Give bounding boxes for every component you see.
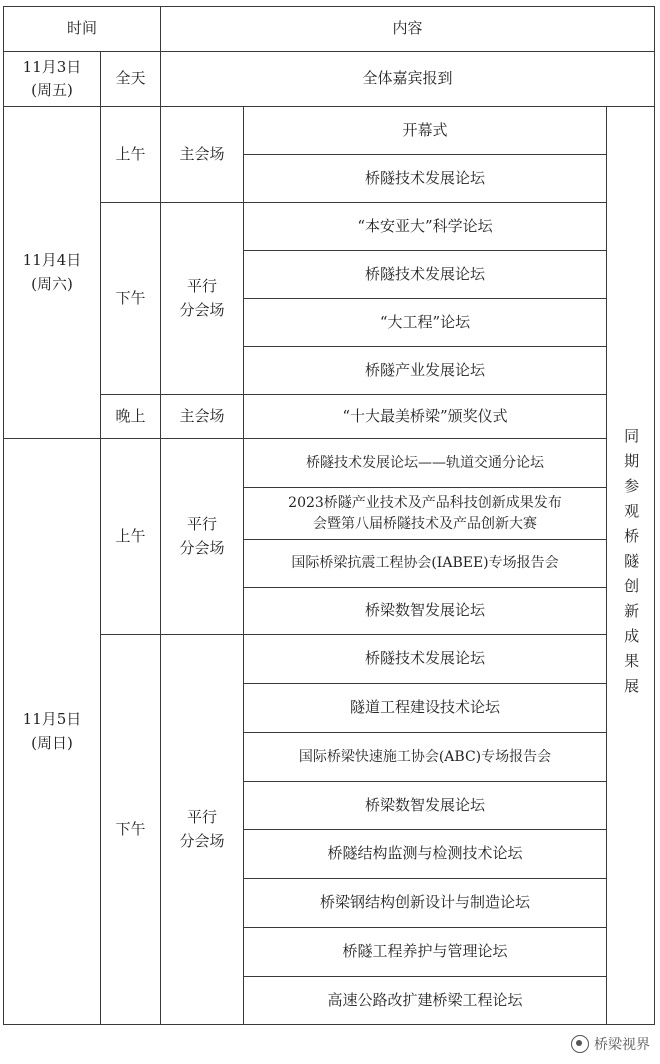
day2-weekday-text: (周六) — [31, 274, 73, 293]
day3-afternoon-venue — [160, 634, 244, 1025]
day3-morning-venue — [160, 438, 244, 635]
day2-morning-event-1: 开幕式 — [243, 106, 607, 155]
day3-afternoon-event-6: 桥梁钢结构创新设计与制造论坛 — [243, 878, 607, 928]
header-time: 时间 — [3, 6, 161, 52]
day2-afternoon-event-2: 桥隧技术发展论坛 — [243, 250, 607, 299]
day1-date-text: 11月3日 — [22, 57, 82, 76]
day3-morning-venue-line2: 分会场 — [179, 538, 225, 557]
day2-evening-period: 晚上 — [100, 394, 161, 439]
day3-afternoon-event-1: 桥隧技术发展论坛 — [243, 634, 607, 684]
day2-afternoon-event-3: “大工程”论坛 — [243, 298, 607, 347]
day3-afternoon-event-2: 隧道工程建设技术论坛 — [243, 683, 607, 733]
day3-afternoon-event-8: 高速公路改扩建桥梁工程论坛 — [243, 976, 607, 1025]
day2-afternoon-venue-line1: 平行 — [186, 277, 217, 296]
day2-afternoon-venue-line2: 分会场 — [179, 300, 225, 319]
day3-afternoon-period: 下午 — [100, 634, 161, 1025]
day3-afternoon-venue-line2: 分会场 — [179, 831, 225, 850]
header-content: 内容 — [160, 6, 655, 52]
day3-afternoon-event-7: 桥隧工程养护与管理论坛 — [243, 927, 607, 977]
day3-morning-event-2-line1: 2023桥隧产业技术及产品科技创新成果发布 — [288, 495, 562, 512]
wechat-logo-icon — [571, 1035, 589, 1053]
day3-date — [3, 438, 101, 1025]
day3-morning-venue-line1: 平行 — [186, 515, 217, 534]
side-note — [606, 106, 655, 1025]
watermark-text: 桥梁视界 — [594, 1037, 650, 1053]
day3-morning-event-4: 桥梁数智发展论坛 — [243, 587, 607, 635]
day3-morning-event-3: 国际桥梁抗震工程协会(IABEE)专场报告会 — [243, 539, 607, 588]
day3-afternoon-event-5: 桥隧结构监测与检测技术论坛 — [243, 829, 607, 879]
day3-morning-period: 上午 — [100, 438, 161, 635]
day2-evening-venue: 主会场 — [160, 394, 244, 439]
watermark — [571, 1034, 650, 1054]
day2-morning-venue: 主会场 — [160, 106, 244, 203]
day2-afternoon-venue — [160, 202, 244, 395]
day3-afternoon-venue-line1: 平行 — [186, 808, 217, 827]
day3-date-text: 11月5日 — [22, 710, 82, 729]
day2-afternoon-event-4: 桥隧产业发展论坛 — [243, 346, 607, 395]
day1-event: 全体嘉宾报到 — [160, 51, 655, 107]
day2-date — [3, 106, 101, 439]
day3-afternoon-event-4: 桥梁数智发展论坛 — [243, 781, 607, 830]
day3-morning-event-2-line2: 会暨第八届桥隧技术及产品创新大赛 — [312, 515, 537, 532]
day1-date — [3, 51, 101, 107]
day3-afternoon-event-3: 国际桥梁快速施工协会(ABC)专场报告会 — [243, 732, 607, 782]
day1-period: 全天 — [100, 51, 161, 107]
day1-weekday-text: (周五) — [31, 81, 73, 99]
day2-afternoon-event-1: “本安亚大”科学论坛 — [243, 202, 607, 251]
day2-morning-event-2: 桥隧技术发展论坛 — [243, 154, 607, 203]
day3-morning-event-1: 桥隧技术发展论坛——轨道交通分论坛 — [243, 438, 607, 488]
day2-afternoon-period: 下午 — [100, 202, 161, 395]
day3-morning-event-2 — [243, 487, 607, 540]
day3-weekday-text: (周日) — [31, 733, 73, 752]
day2-morning-period: 上午 — [100, 106, 161, 203]
side-note-text: 同期参观桥隧创新成果展 — [622, 428, 641, 703]
day2-evening-event: “十大最美桥梁”颁奖仪式 — [243, 394, 607, 439]
day2-date-text: 11月4日 — [22, 251, 82, 270]
